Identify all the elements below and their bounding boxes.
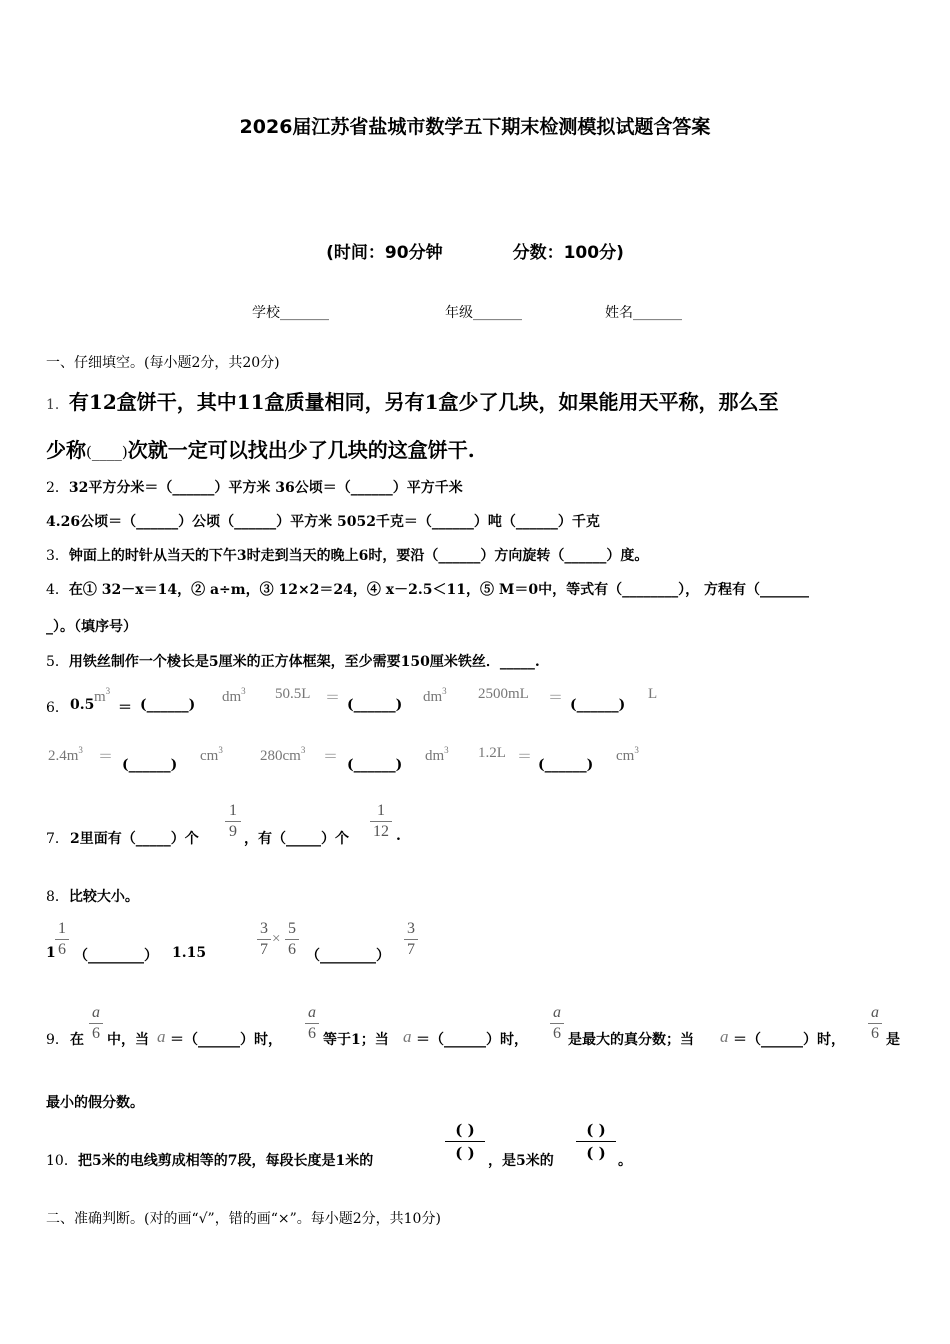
exam-time: (时间：90分钟: [326, 243, 443, 263]
q10-fraction-2: ( ) ( ): [576, 1121, 616, 1162]
q6-blank-5: (______): [347, 757, 403, 773]
q7-fraction-1: 1 9: [225, 802, 241, 841]
q9-text-2: 中，当: [107, 1032, 149, 1048]
question-7-number: 7．: [46, 831, 69, 847]
question-3-number: 3．: [46, 548, 69, 564]
q9-var-3: a: [720, 1027, 729, 1046]
q6-blank-4: (______): [122, 757, 178, 773]
q9-text-5: ＝（______）时，: [416, 1032, 528, 1048]
question-8-number: 8．: [46, 889, 69, 905]
q6-eq-2: ＝: [325, 690, 341, 706]
q8-times: ×: [272, 931, 281, 947]
q6-unit-cm3-1: $cm^3$: [200, 745, 223, 764]
question-8-title: 比较大小。: [68, 889, 139, 905]
question-2-number: 2．: [46, 480, 69, 496]
question-2-line2: 4.26公顷＝（______）公顷（______）平方米 5052千克＝（______）吨（______）千克: [46, 514, 600, 530]
q6-unit-cm3-2: $cm^3$: [616, 745, 639, 764]
q9-text-3: ＝（______）时，: [170, 1032, 282, 1048]
q6-eq-1: ＝: [118, 700, 132, 716]
q9-text-8: 是: [886, 1032, 900, 1048]
question-1-text-2a: 少称: [46, 438, 86, 462]
q6-value-a: 0.5: [70, 697, 95, 713]
question-1-blank: (____): [86, 443, 128, 461]
q8-fraction-b: 3 7: [257, 920, 271, 959]
question-6-number: 6．: [46, 700, 69, 716]
q6-eq-5: ＝: [323, 749, 339, 765]
question-5-text: 用铁丝制作一个棱长是5厘米的正方体框架，至少需要150厘米铁丝．_____.: [68, 654, 540, 670]
q9-fraction-2: a 6: [305, 1004, 319, 1043]
q8-fraction-d: 3 7: [404, 920, 418, 959]
page-title: 2026届江苏省盐城市数学五下期末检测模拟试题含答案: [239, 116, 711, 138]
q6-eq-4: ＝: [98, 749, 114, 765]
question-4-line2: _）。（填序号）: [46, 619, 137, 635]
q6-blank-6: (______): [538, 757, 594, 773]
question-3: [46, 545, 648, 565]
question-1-text-1: 有12盒饼干，其中11盒质量相同，另有1盒少了几块，如果能用天平称，那么至: [68, 390, 779, 414]
question-8: [46, 886, 139, 906]
q6-unit-dm3-3: $dm^3$: [425, 745, 449, 764]
q9-fraction-1: a 6: [89, 1004, 103, 1043]
question-1-line1: [46, 386, 779, 415]
question-1-text-2b: 次就一定可以找出少了几块的这盒饼干.: [127, 438, 475, 462]
school-field: 学校_______: [252, 305, 329, 321]
question-5: [46, 651, 540, 671]
exam-score: 分数：100分): [512, 243, 624, 263]
q8-blank-1: （________）: [74, 948, 158, 964]
question-9-number: 9．: [46, 1032, 69, 1048]
question-2-line1: [46, 477, 463, 497]
q6-value-c: 2500mL: [478, 686, 529, 702]
question-7-text-a: 2里面有（_____）个: [70, 831, 199, 847]
question-4-line1: [46, 579, 809, 599]
question-2-text-1: 32平方分米＝（______）平方米 36公顷＝（______）平方千米: [68, 480, 463, 496]
q9-var-1: a: [157, 1027, 166, 1046]
q8-fraction-a: 1 6: [55, 920, 69, 959]
q6-value-b: 50.5L: [275, 686, 311, 702]
q6-blank-1: (______): [140, 697, 196, 713]
q6-unit-L: L: [648, 686, 658, 702]
q6-unit-dm3-2: $dm^3$: [423, 686, 447, 705]
q6-blank-2: (______): [347, 697, 403, 713]
question-4-text-1: 在① 32－x＝14，② a÷m，③ 12×2＝24，④ x－2.5＜11，⑤ M＝0中，等式有（________）， 方程有（_______: [68, 582, 809, 598]
question-4-number: 4．: [46, 582, 69, 598]
q9-fraction-3: a 6: [550, 1004, 564, 1043]
question-7-text-b: ，有（_____）个: [244, 831, 349, 847]
q6-unit-m3: $m^3$: [94, 686, 111, 705]
question-10-number: 10．: [46, 1153, 78, 1169]
q10-text-b: ，是5米的: [488, 1153, 554, 1169]
q8-blank-2: （________）: [306, 948, 390, 964]
q6-unit-dm3-1: $dm^3$: [222, 686, 246, 705]
section-2-heading: 二、准确判断。(对的画“√”，错的画“×”。每小题2分，共10分): [46, 1211, 441, 1227]
question-1-line2: [46, 434, 475, 463]
q10-fraction-1: ( ) ( ): [445, 1121, 485, 1162]
question-3-text: 钟面上的时针从当天的下午3时走到当天的晚上6时，要沿（______）方向旋转（______）度。: [68, 548, 649, 564]
q6-blank-3: (______): [570, 697, 626, 713]
q9-text-1: 在: [70, 1032, 84, 1048]
section-1-heading: 一、仔细填空。(每小题2分，共20分): [46, 355, 280, 371]
q7-fraction-2: 1 12: [370, 802, 392, 841]
grade-field: 年级_______: [445, 305, 522, 321]
q9-text-4: 等于1；当: [323, 1032, 389, 1048]
q6-eq-3: ＝: [548, 690, 564, 706]
q9-text-6: 是最大的真分数；当: [568, 1032, 694, 1048]
q9-text-7: ＝（______）时，: [733, 1032, 845, 1048]
q6-value-f: 1.2L: [478, 745, 506, 761]
question-1-number: 1．: [46, 397, 69, 413]
q8-whole: 1: [46, 945, 56, 961]
q6-value-d: $2.4m^3$: [48, 745, 83, 764]
q8-value: 1.15: [172, 945, 207, 961]
q6-eq-6: ＝: [517, 749, 533, 765]
question-5-number: 5．: [46, 654, 69, 670]
exam-info: [0, 238, 950, 263]
q9-fraction-4: a 6: [868, 1004, 882, 1043]
q10-end: 。: [618, 1153, 632, 1169]
question-7-end: .: [396, 828, 401, 844]
q9-var-2: a: [403, 1027, 412, 1046]
q8-fraction-c: 5 6: [285, 920, 299, 959]
q6-value-e: $280cm^3$: [260, 745, 306, 764]
q9-line-2: 最小的假分数。: [46, 1095, 144, 1111]
q10-text-a: 把5米的电线剪成相等的7段，每段长度是1米的: [78, 1153, 374, 1169]
name-field: 姓名_______: [605, 305, 682, 321]
